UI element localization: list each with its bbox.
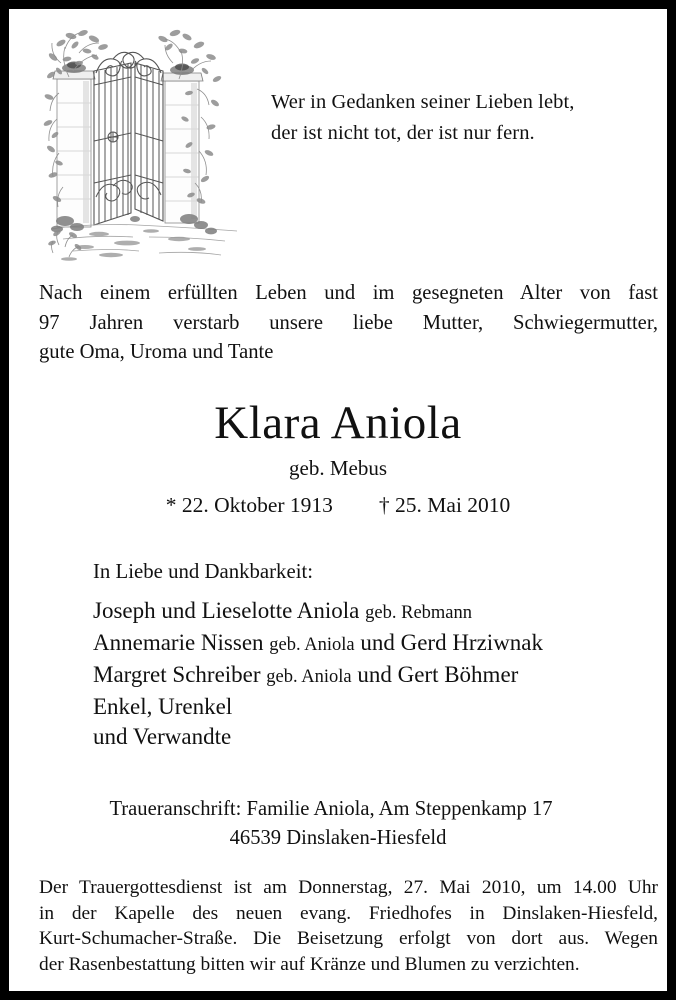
obituary-page <box>9 9 667 991</box>
mourner-nee: geb. Aniola <box>266 667 352 687</box>
deceased-name: Klara Aniola <box>214 397 462 449</box>
mourner-row <box>93 692 653 722</box>
service-line-3: Kurt-Schumacher-Straße. Die Beisetzung erfolgt von dort aus. Wegen <box>39 928 658 950</box>
address-line-2: 46539 Dinslaken-Hiesfeld <box>229 827 447 849</box>
deceased-dates <box>9 490 667 520</box>
mourner-tail: und Gerd Hrziwnak <box>354 630 544 655</box>
birth-star-icon: * <box>165 493 177 517</box>
mourner-nee: geb. Aniola <box>269 635 355 655</box>
death-date: 25. Mai 2010 <box>395 493 511 517</box>
intro-line-1: Nach einem erfüllten Leben und im gesegneten Alter von fast <box>39 282 658 304</box>
condolence-address-block <box>9 795 667 853</box>
deceased-block <box>9 395 667 520</box>
epigraph-verse <box>271 87 666 149</box>
epigraph-line-2: der ist nicht tot, der ist nur fern. <box>271 122 535 144</box>
mourners-heading: In Liebe und Dankbarkeit: <box>93 560 314 583</box>
mourner-nee: geb. Rebmann <box>365 603 473 623</box>
deceased-maiden-name: geb. Mebus <box>289 456 387 480</box>
mourner-tail: und Gert Böhmer <box>351 662 519 687</box>
mourner-row <box>93 596 653 628</box>
mourner-name: Margret Schreiber <box>93 662 267 687</box>
mourner-row <box>93 660 653 692</box>
mourner-row <box>93 628 653 660</box>
mourner-name: Annemarie Nissen <box>93 630 270 655</box>
funeral-service-details <box>39 875 658 977</box>
intro-line-3: gute Oma, Uroma und Tante <box>39 341 274 363</box>
mourner-name: und Verwandte <box>93 724 232 749</box>
mourner-row <box>93 722 653 752</box>
service-line-1: Der Trauergottesdienst ist am Donnerstag, 27. Mai 2010, um 14.00 Uhr <box>39 877 658 898</box>
mourner-name: Enkel, Urenkel <box>93 694 233 719</box>
birth-date: 22. Oktober 1913 <box>181 493 333 517</box>
mourners-block <box>93 557 653 752</box>
death-cross-icon: † <box>378 493 390 517</box>
address-line-1: Traueranschrift: Familie Aniola, Am Steppenkamp 17 <box>109 798 553 820</box>
intro-paragraph <box>39 279 658 368</box>
service-line-2: in der Kapelle des neuen evang. Friedhofes in Dinslaken-Hiesfeld, <box>39 902 658 924</box>
mourner-name: Joseph und Lieselotte Aniola <box>93 598 366 623</box>
epigraph-line-1: Wer in Gedanken seiner Lieben lebt, <box>271 91 575 113</box>
birth-date-group <box>166 493 333 517</box>
intro-line-2: 97 Jahren verstarb unsere liebe Mutter, Schwiegermutter, <box>39 311 658 334</box>
death-date-group <box>379 493 510 517</box>
open-garden-gate-icon <box>39 23 244 265</box>
service-line-4: der Rasenbestattung bitten wir auf Kränze und Blumen zu verzichten. <box>39 953 580 975</box>
